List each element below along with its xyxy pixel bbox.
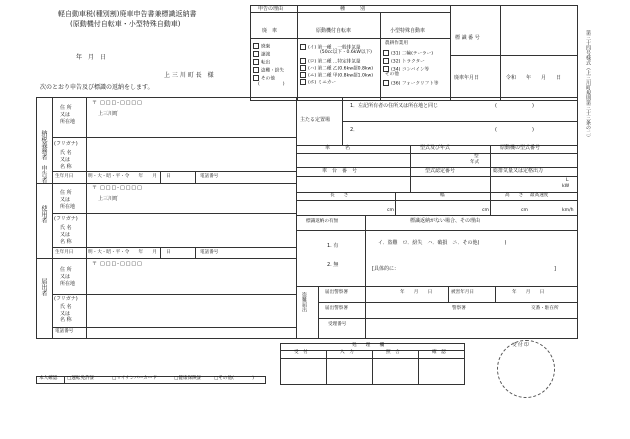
identity-label: 本人確認 — [39, 376, 58, 381]
moped-item-1[interactable]: (ロ) 第二種 …特定排気量 — [300, 58, 360, 65]
chassis-number-label: 車 台 番 号 — [322, 168, 358, 174]
id-insurance[interactable]: □健康保険証 — [174, 376, 202, 381]
small-item-1[interactable]: (31) 二輪(テーラー) — [383, 50, 433, 57]
user-postal-mark: 〒 — [92, 185, 98, 191]
form-number-side: 第三十四号様式（上三川町規則第三十三条の二） — [585, 30, 591, 140]
storage-option-2[interactable]: 2． — [350, 127, 359, 133]
moped-item-3[interactable]: (ニ) 第二種 甲(0.8kw超1.0kw) — [300, 72, 373, 79]
owner-birth-value[interactable]: 明・大・昭・平・令 年 月 日 — [88, 174, 171, 179]
width-unit: cm — [482, 208, 490, 213]
processing-col-3: 確 認 — [432, 350, 446, 355]
receipt-number-label: 受理番号 — [328, 322, 347, 327]
processing-col-0: 受 付 — [294, 350, 308, 355]
submitter-postal-boxes[interactable]: □□□-□□□□ — [100, 261, 143, 267]
reason-item-2[interactable]: 転出 — [253, 59, 270, 66]
reason-item-3[interactable]: 盗難・紛失 — [253, 67, 284, 74]
koban-word: 交番・駐在所 — [531, 306, 559, 311]
receipt-stamp-label: 受 付 印 — [512, 343, 529, 348]
police-station-label: 届出警察署 — [325, 290, 348, 295]
user-postal-boxes[interactable]: □□□-□□□□ — [100, 185, 143, 191]
l-unit: L — [566, 178, 569, 183]
haisha-label: 廃 車 — [262, 28, 278, 34]
submitter-phone-label: 電話番号 — [55, 329, 74, 334]
small-item-5[interactable]: (36) フォークリフト等 — [383, 80, 438, 87]
small-item-0: 農耕作業用 — [385, 41, 408, 46]
user-phone-label: 電話番号 — [200, 250, 219, 255]
length-unit: cm — [387, 208, 395, 213]
plate-number-label: 標 識 番 号 — [455, 35, 480, 41]
storage-option-1[interactable]: 1．左記所有者の住所又は所在地と同じ — [350, 103, 439, 109]
reason-label: 申告の理由 — [258, 6, 284, 12]
speed-unit: km/h — [562, 208, 574, 213]
instruction-text: 次のとおり申告及び標識の返納をします。 — [40, 84, 154, 91]
type-word: 型 — [474, 154, 479, 159]
owner-phone-label: 電話番号 — [200, 174, 219, 179]
detail-close: ] — [554, 266, 556, 272]
engine-model-label: 原動機の型式番号 — [500, 145, 541, 151]
receipt-stamp-circle — [497, 340, 555, 398]
processing-col-1: 入 力 — [340, 350, 354, 355]
submitter-furigana-label: (フリガナ) — [54, 296, 78, 302]
form-subtitle: (原動機付自転車・小型特殊自動車) — [70, 20, 181, 28]
user-town: 上三川町 — [98, 196, 119, 202]
report-date[interactable]: 年 月 日 — [400, 290, 433, 295]
width-label: 幅 — [440, 193, 445, 198]
height-unit: cm — [521, 208, 529, 213]
user-section-label: 使用者 — [40, 205, 47, 223]
police-station-label-2: 届出警察署 — [325, 306, 348, 311]
kw-unit: kW — [562, 184, 570, 189]
moped-label: 原動機付自転車 — [316, 28, 352, 34]
reason-item-5: ( ) — [258, 82, 285, 87]
reason-item-1[interactable]: 譲渡 — [253, 51, 270, 58]
small-item-2[interactable]: (32) トラクター — [383, 58, 425, 65]
small-item-3[interactable]: (34) コンバイン等 — [383, 66, 429, 73]
model-year-label: 型式及び年式 — [420, 145, 451, 151]
submitter-section-label: 届出者 — [40, 278, 47, 296]
moped-item-4[interactable]: (ホ) ミニカー — [300, 79, 336, 86]
processing-title: 処 理 欄 — [352, 343, 385, 348]
displacement-label: 総排気量又は定格出力 — [493, 168, 544, 174]
plate-status-label: 標識返納の有無 — [306, 219, 339, 224]
reason-item-0[interactable]: 廃棄 — [253, 43, 270, 50]
cert-number-label: 型式認定番号 — [425, 168, 456, 174]
detail-label: [具体的に： — [372, 266, 399, 272]
plate-returned-no[interactable]: 2. 無 — [327, 262, 339, 268]
form-title: 軽自動車税(種別割)廃車申告書兼標識返納書 — [58, 10, 197, 18]
owner-postal-mark: 〒 — [92, 100, 98, 106]
owner-town: 上三川町 — [98, 111, 119, 117]
user-address-label: 住 所 又は 所在地 — [60, 190, 76, 210]
owner-postal-boxes[interactable]: □□□-□□□□ — [100, 100, 143, 106]
haisha-date-value[interactable]: 令和 年 月 日 — [506, 75, 562, 81]
storage-label: 主たる定置場 — [300, 117, 331, 123]
user-birth-label: 生年月日 — [55, 250, 74, 255]
theft-date-label: 被害年月日 — [451, 290, 474, 295]
moped-item-2[interactable]: (ハ) 第二種 乙(0.6kw超0.8kw) — [300, 65, 373, 72]
owner-name-label: 氏 名 又は 名 称 — [60, 150, 72, 170]
user-name-label: 氏 名 又は 名 称 — [60, 225, 72, 245]
submitter-address-label: 住 所 又は 所在地 — [60, 267, 76, 287]
small-special-label: 小型特殊自動車 — [390, 28, 426, 34]
max-speed-label: 最高速度 — [530, 193, 549, 198]
small-item-4: その他 — [385, 72, 399, 77]
owner-birth-label: 生年月日 — [55, 174, 74, 179]
declarant-label: 申告者 — [40, 165, 47, 183]
type-label: 種 別 — [340, 6, 366, 12]
user-birth-value[interactable]: 明・大・昭・平・令 年 月 日 — [88, 250, 171, 255]
id-mynumber[interactable]: □マイナンバーカード — [112, 376, 157, 381]
year-word: 年式 — [470, 160, 480, 165]
length-label: 長 さ — [330, 193, 349, 198]
id-license[interactable]: □運転免許証 — [67, 376, 95, 381]
date-label: 年 月 日 — [76, 54, 107, 61]
owner-address-label: 住 所 又は 所在地 — [60, 105, 76, 125]
user-furigana-label: (フリガナ) — [54, 216, 78, 222]
moped-note-0: (50cc以下・0.6kW以下) — [320, 50, 372, 55]
moped-item-0[interactable]: (イ) 第一種 …一般排気量 — [300, 44, 360, 51]
police-word: 警察署 — [452, 306, 466, 311]
no-return-reason-label: 標識返納がない場合、その理由 — [410, 218, 481, 224]
theft-date-value[interactable]: 年 月 日 — [512, 290, 545, 295]
reason-item-4[interactable]: その他 — [253, 75, 275, 82]
storage-paren-2: ( ) — [495, 127, 534, 133]
plate-returned-yes[interactable]: 1. 有 — [327, 243, 339, 249]
owner-furigana-label: (フリガナ) — [54, 141, 78, 147]
height-label: 高 さ — [505, 193, 524, 198]
taxpayer-section-label: 納税義務者 — [40, 130, 47, 160]
processing-col-2: 照 合 — [386, 350, 400, 355]
theft-section-label: 盗難届出 — [301, 292, 307, 312]
mayor-label: 上 三 川 町 長 様 — [164, 72, 214, 79]
submitter-postal-mark: 〒 — [92, 261, 98, 267]
storage-paren-1: ( ) — [495, 103, 534, 109]
return-reason-options[interactable]: イ．盗難 ロ．紛失 ハ．破損 ニ．その他( ) — [378, 240, 507, 246]
id-other[interactable]: □その他( ) — [214, 376, 255, 381]
haisha-date-label: 廃車年月日 — [454, 75, 480, 81]
car-name-label: 車 名 — [325, 145, 351, 151]
submitter-name-label: 氏 名 又は 名 称 — [60, 304, 72, 323]
